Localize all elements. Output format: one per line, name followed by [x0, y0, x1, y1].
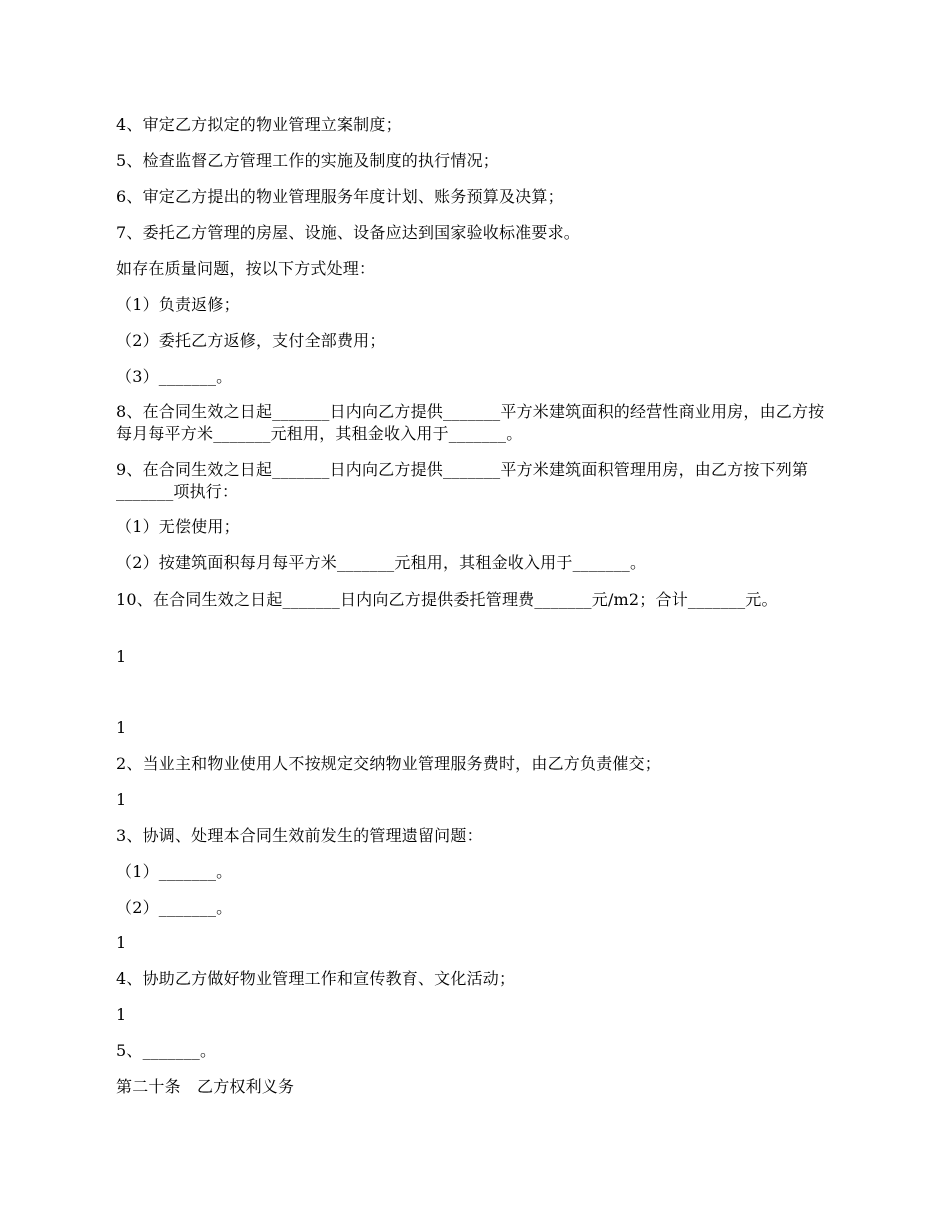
marker-1c: 1	[116, 790, 127, 809]
clause-7-acceptance-standard: 7、委托乙方管理的房屋、设施、设备应达到国家验收标准要求。	[116, 223, 580, 242]
item-3-legacy-issues: 3、协调、处理本合同生效前发生的管理遗留问题：	[116, 826, 483, 845]
legacy-option-2: （2）_______。	[116, 898, 233, 917]
clause-8-commercial-premises: 8、在合同生效之日起_______日内向乙方提供_______平方米建筑面积的经营性商业用房，由乙方按每月每平方米_______元租用，其租金收入用于_______。	[116, 402, 825, 443]
quality-option-3: （3）_______。	[116, 367, 233, 386]
clause-4-review-filing-system: 4、审定乙方拟定的物业管理立案制度；	[116, 115, 402, 134]
marker-1d: 1	[116, 933, 127, 952]
item-4-assist-activities: 4、协助乙方做好物业管理工作和宣传教育、文化活动；	[116, 969, 516, 988]
marker-1b: 1	[116, 718, 127, 737]
quality-issue-intro: 如存在质量问题，按以下方式处理：	[116, 259, 376, 278]
article-20-heading: 第二十条 乙方权利义务	[116, 1077, 295, 1096]
premises-option-2: （2）按建筑面积每月每平方米_______元租用，其租金收入用于_______。	[116, 553, 647, 572]
clause-5-supervise-management: 5、检查监督乙方管理工作的实施及制度的执行情况；	[116, 151, 499, 170]
quality-option-1: （1）负责返修；	[116, 295, 240, 314]
marker-1e: 1	[116, 1005, 127, 1024]
item-2-fee-collection: 2、当业主和物业使用人不按规定交纳物业管理服务费时，由乙方负责催交；	[116, 754, 661, 773]
clause-10-management-fee: 10、在合同生效之日起_______日内向乙方提供委托管理费_______元/m2；合计_______元。	[116, 590, 778, 609]
quality-option-2: （2）委托乙方返修，支付全部费用；	[116, 331, 386, 350]
item-5-blank: 5、_______。	[116, 1041, 217, 1060]
premises-option-1: （1）无偿使用；	[116, 517, 240, 536]
marker-1a: 1	[116, 647, 127, 666]
clause-6-review-annual-plan: 6、审定乙方提出的物业管理服务年度计划、账务预算及决算；	[116, 187, 564, 206]
legacy-option-1: （1）_______。	[116, 862, 233, 881]
clause-9-management-premises: 9、在合同生效之日起_______日内向乙方提供_______平方米建筑面积管理用房，由乙方按下列第_______项执行：	[116, 460, 809, 501]
